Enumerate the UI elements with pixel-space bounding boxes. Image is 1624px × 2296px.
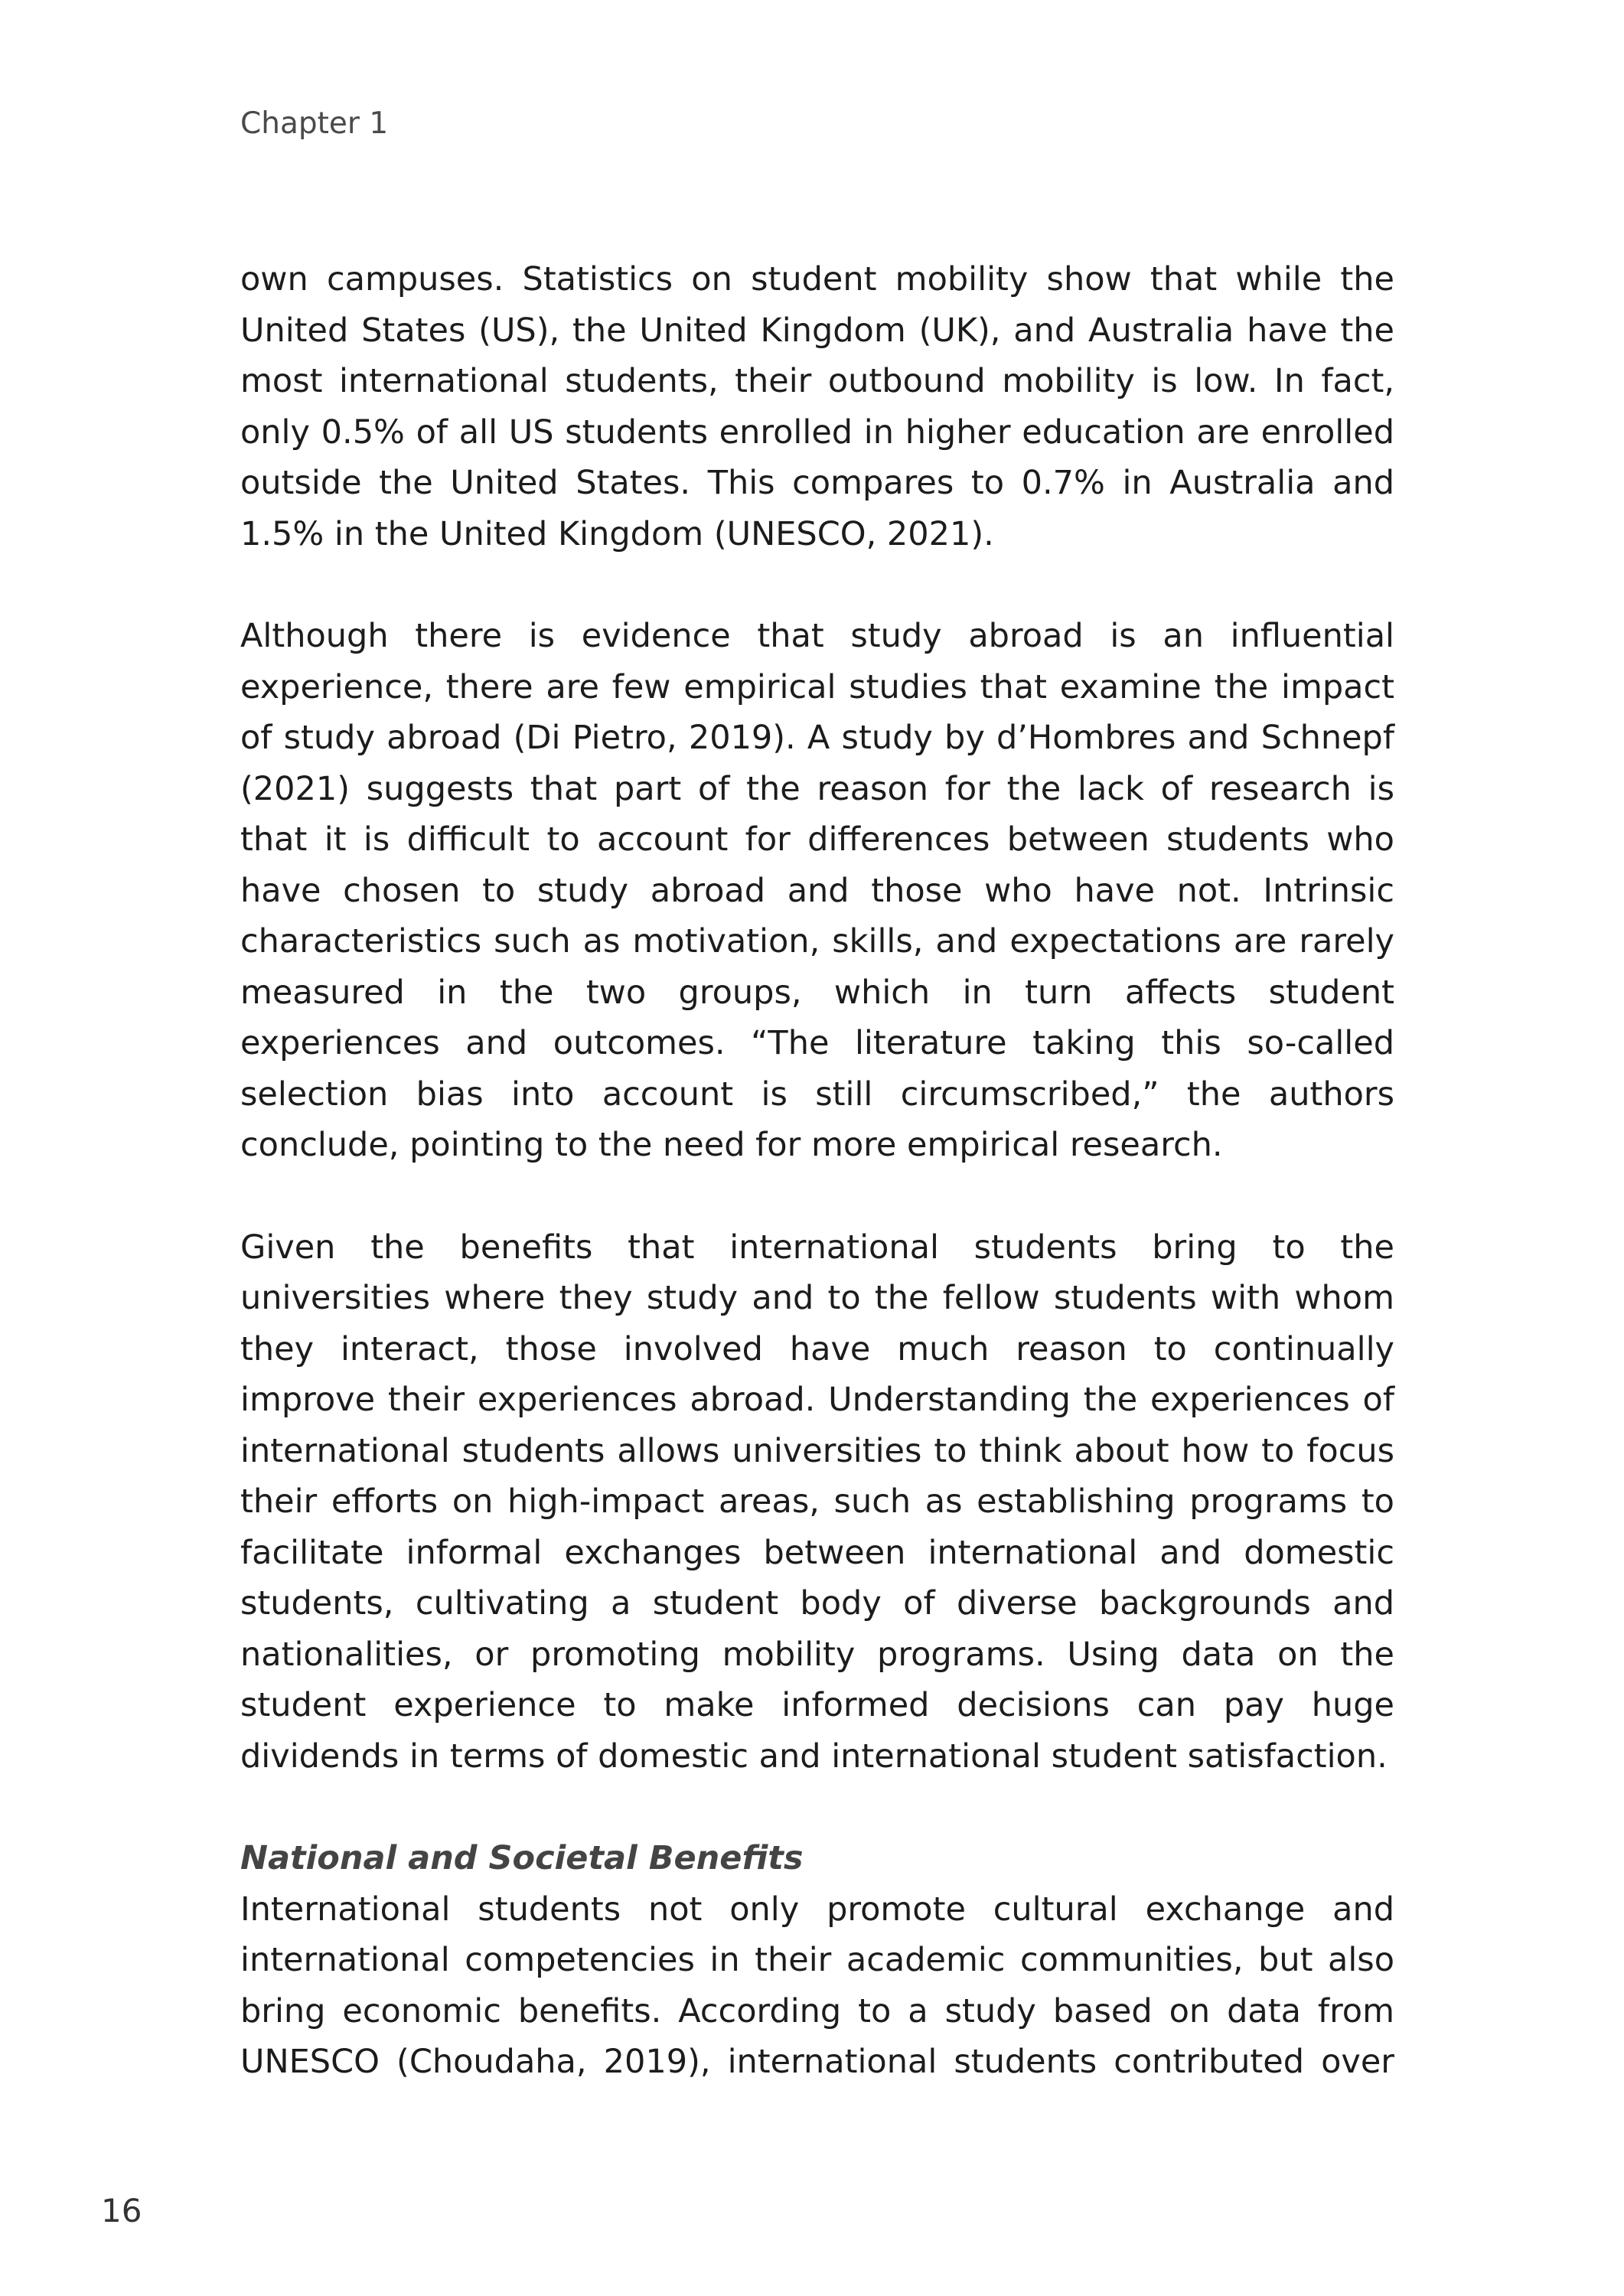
paragraph-study-abroad-evidence: Although there is evidence that study abroad is an influential experience, there are few empirical studies that examine the impact of study abroad (Di Pietro, 2019). A study by d’Hombres and Schnepf (2021) suggests that part of the reason for the lack of research is that it is difficult to account for differences between students who have chosen to study abroad and those who have not. Intrinsic characteristics such as motivation, skills, and expectations are rarely measured in the two groups, which in turn affects student experiences and outcomes. “The literature taking this so-called selection bias into account is still circumscribed,” the authors conclude, pointing to the need for more empirical research. <box>240 617 1394 1164</box>
running-head: Chapter 1 <box>240 106 389 141</box>
paragraph-student-mobility: own campuses. Statistics on student mobility show that while the United States (US), the United Kingdom (UK), and Australia have the most international students, their outbound mobility is low. In fact, only 0.5% of all US students enrolled in higher education are enrolled outside the United States. This compares to 0.7% in Australia and 1.5% in the United Kingdom (UNESCO, 2021). <box>240 260 1394 553</box>
section-heading: National and Societal Benefits <box>240 1839 804 1877</box>
paragraph-national-societal-benefits: International students not only promote cultural exchange and international competencies in their academic communities, but also bring economic benefits. According to a study based on data from UNESCO (Choudaha, 2019), international students contributed over <box>240 1890 1394 2081</box>
text-column <box>240 254 1394 2088</box>
paragraph-benefits-international-students: Given the benefits that international students bring to the universities where they study and to the fellow students with whom they interact, those involved have much reason to continually improve their experiences abroad. Understanding the experiences of international students allows universities to think about how to focus their efforts on high-impact areas, such as establishing programs to facilitate informal exchanges between international and domestic students, cultivating a student body of diverse backgrounds and nationalities, or promoting mobility programs. Using data on the student experience to make informed decisions can pay huge dividends in terms of domestic and international student satisfaction. <box>240 1228 1394 1776</box>
page-number: 16 <box>101 2192 142 2229</box>
